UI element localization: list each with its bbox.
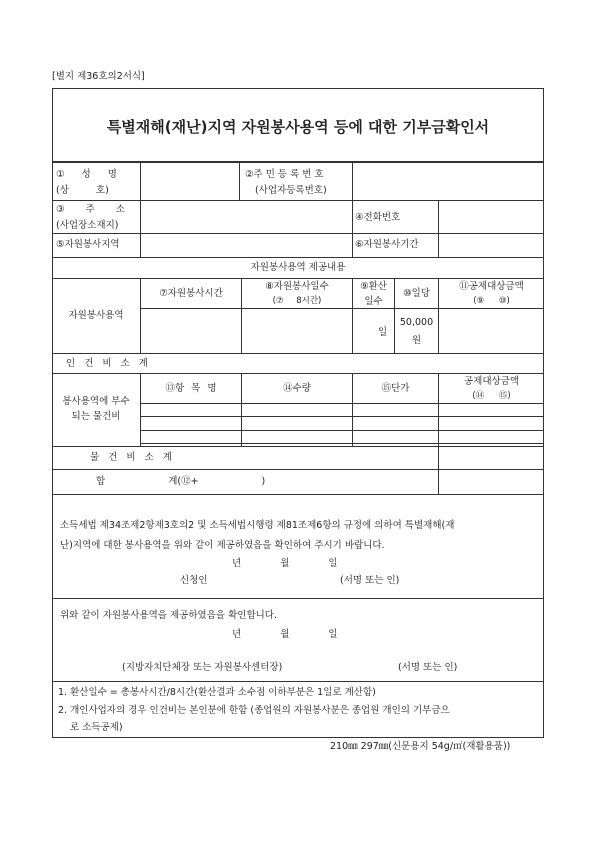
confirm-issuer-label: (지방자치단체장 또는 자원봉사센터장) (122, 662, 283, 673)
paper-spec: 210㎜ 297㎜(신문용지 54g/㎡(재활용품)) (330, 741, 511, 752)
confirm-date: 년 월 일 (232, 629, 338, 640)
goods-row-label-2: 되는 물건비 (71, 411, 121, 422)
annex-label: [별지 제36호의2서식] (52, 71, 145, 82)
unit-won: 원 (411, 335, 422, 346)
col-qty: ⑭수량 (283, 383, 311, 394)
col-hours: ⑦자원봉사시간 (159, 288, 223, 299)
phone-label: ④전화번호 (355, 212, 401, 223)
confirm-sign-label: (서명 또는 인) (398, 662, 458, 673)
statement-sign-label: (서명 또는 인) (340, 575, 400, 586)
col-goods-deduct-sub: (⑭ ⑮) (472, 391, 511, 401)
goods-subtotal-label: 물 건 비 소 계 (90, 452, 172, 463)
col-conv: ⑨환산 (360, 281, 387, 292)
address-sub-label: (사업장소재지) (56, 220, 119, 231)
total-label: 합 계(⑫+ ) (96, 476, 266, 487)
statement-applicant-label: 신청인 (180, 575, 208, 586)
col-days: ⑧자원봉사일수 (265, 281, 329, 292)
col-item: ⑬항 목 명 (165, 383, 217, 394)
rrn-label: ②주 민 등 록 번 호 (245, 169, 324, 180)
labor-subtotal-label: 인 건 비 소 계 (66, 358, 148, 369)
col-daily: ⑩일당 (403, 288, 430, 299)
col-deduct-sub: (⑨ ⑩) (473, 296, 510, 306)
col-deduct: ⑪공제대상금액 (459, 281, 524, 292)
period-label: ⑥자원봉사기간 (355, 239, 419, 250)
title-divider (52, 161, 544, 163)
confirm-text: 위와 같이 자원봉사용역을 제공하였음을 확인합니다. (60, 610, 277, 621)
note-1: 1. 환산일수 = 총봉사시간/8시간(환산결과 소수점 이하부분은 1일로 계산함) (58, 687, 376, 698)
col-price: ⑮단가 (381, 383, 410, 394)
form-title: 특별재해(재난)지역 자원봉사용역 등에 대한 기부금확인서 (106, 118, 490, 136)
service-section-title: 자원봉사용역 제공내용 (250, 262, 346, 273)
rrn-sub-label: (사업자등록번호) (255, 185, 327, 196)
statement-line-1: 소득세법 제34조제2항제3호의2 및 소득세법시행령 제81조제6항의 규정에 의하여 특별재해(재 (60, 520, 455, 531)
name-label: ① 성 명 (56, 169, 117, 180)
note-2-line-2: 로 소득공제) (70, 722, 123, 733)
service-row-label: 자원봉사용역 (68, 310, 124, 321)
address-label: ③ 주 소 (56, 204, 125, 215)
daily-amount: 50,000 (399, 317, 434, 328)
statement-line-2: 난)지역에 대한 봉사용역을 위와 같이 제공하였음을 확인하여 주시기 바랍니다. (60, 540, 385, 551)
region-label: ⑤자원봉사지역 (56, 239, 120, 250)
col-goods-deduct: 공제대상금액 (463, 376, 520, 387)
col-conv-2: 일수 (364, 296, 383, 307)
col-days-sub: (⑦ 8시간) (272, 296, 322, 306)
statement-date: 년 월 일 (232, 558, 338, 569)
unit-day: 일 (378, 327, 388, 338)
goods-row-label-1: 봉사용역에 부수 (62, 396, 130, 407)
note-2-line-1: 2. 개인사업자의 경우 인건비는 본인분에 한함 (종업원의 자원봉사분은 종업원 개인의 기부금으 (58, 705, 450, 716)
name-sub-label: (상 호) (56, 185, 109, 196)
